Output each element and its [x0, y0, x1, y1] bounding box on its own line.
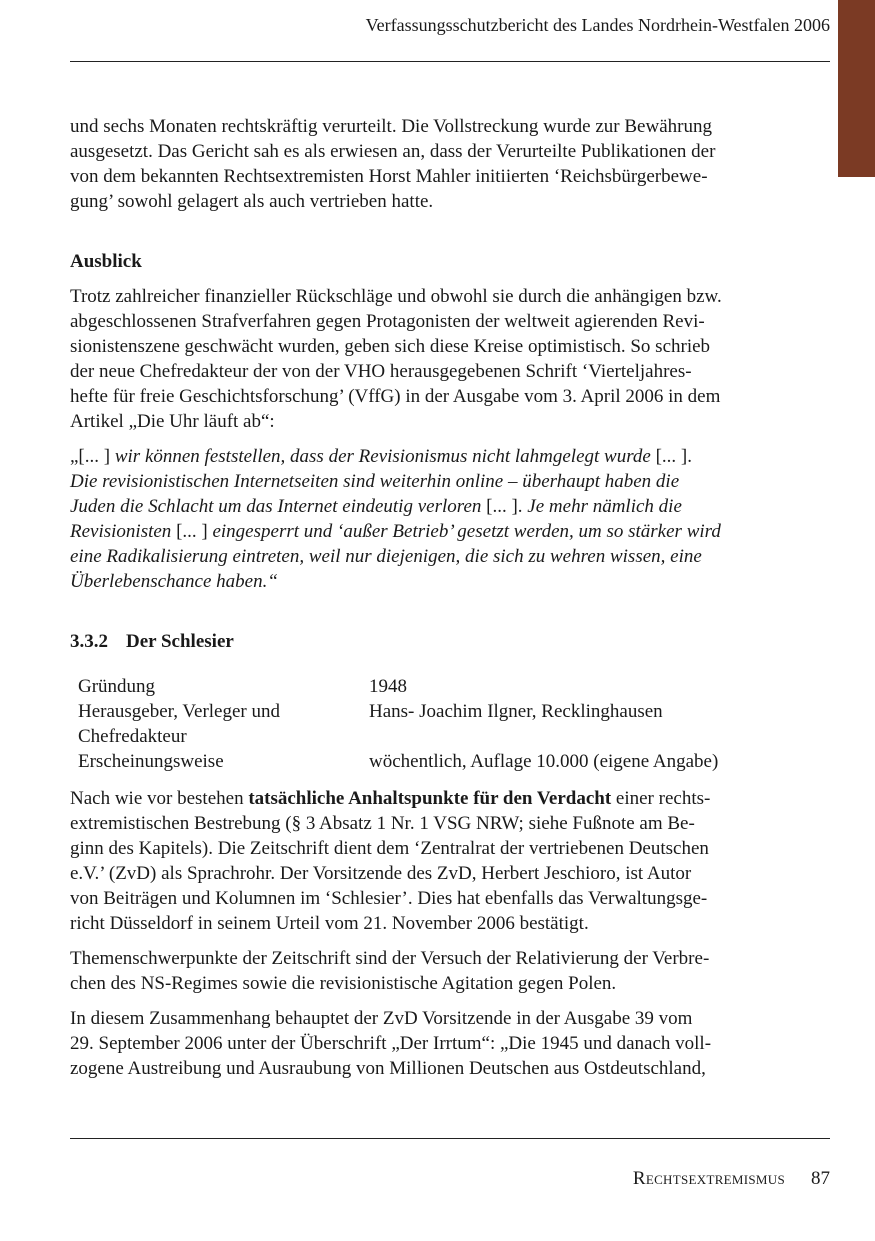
- footer-rule: [70, 1138, 830, 1139]
- header-rule: [70, 61, 830, 62]
- info-label: Gründung: [78, 676, 156, 697]
- section-number: 3.3.2: [70, 631, 108, 652]
- page-number: 87: [811, 1168, 830, 1189]
- footer-section: Rechtsextremismus: [632, 1168, 785, 1189]
- body-paragraph: In diesem Zusammenhang behauptet der ZvD Vorsitzende in der Ausgabe 39 vom 29. September 2006 unter der Überschrift „Der Irrtum“: „Die 1945 und danach voll- zogene Austreibung und Ausraubung von Millionen Deutschen aus Ostdeutschland,: [70, 1008, 712, 1079]
- chapter-tab-marker: [838, 0, 875, 177]
- body-paragraph: Nach wie vor bestehen tatsächliche Anhaltspunkte für den Verdacht einer rechts- extremistischen Bestrebung (§ 3 Absatz 1 Nr. 1 VSG NRW; siehe Fußnote am Be- ginn des Kapitels). Die Zeitschrift dient dem ‘Zentralrat der vertriebenen Deutschen e.V.’ (ZvD) als Sprachrohr. Der Vorsitzende des ZvD, Herbert Jeschioro, ist Autor von Beiträgen und Kolumnen im ‘Schlesier’. Dies hat ebenfalls das Verwaltungsge- richt Düsseldorf in seinem Urteil vom 21. November 2006 bestätigt.: [70, 788, 711, 934]
- ausblick-paragraph: Trotz zahlreicher finanzieller Rückschläge und obwohl sie durch die anhängigen bzw. abgeschlossenen Strafverfahren gegen Protagonisten der weltweit agierenden Revi- sionistenszene geschwächt wurden, geben sich diese Kreise optimistisch. So schrieb der neue Chefredakteur der von der VHO herausgegebenen Schrift ‘Vierteljahres- hefte für freie Geschichtsforschung’ (VffG) in der Ausgabe vom 3. April 2006 in dem Artikel „Die Uhr läuft ab“:: [70, 286, 722, 432]
- section-heading: [70, 629, 830, 654]
- section-title: Der Schlesier: [126, 631, 234, 652]
- info-value: Hans- Joachim Ilgner, Recklinghausen: [369, 701, 663, 722]
- info-value: wöchentlich, Auflage 10.000 (eigene Angabe): [369, 751, 719, 772]
- info-label: Herausgeber, Verleger und Chefredakteur: [78, 701, 280, 747]
- emphasis-text: tatsächliche Anhaltspunkte für den Verdacht: [248, 788, 612, 809]
- quote-line: Die revisionistischen Internetseiten sind weiterhin online – überhaupt haben die: [70, 471, 680, 492]
- info-value: 1948: [369, 676, 407, 697]
- running-footer: [70, 1168, 830, 1190]
- ausblick-heading: Ausblick: [70, 251, 142, 272]
- quote-line: Überlebenschance haben.“: [70, 571, 278, 592]
- intro-paragraph: und sechs Monaten rechtskräftig verurteilt. Die Vollstreckung wurde zur Bewährung ausgesetzt. Das Gericht sah es als erwiesen an, dass der Verurteilte Publikationen der von dem bekannten Rechtsextremisten Horst Mahler initiierten ‘Reichsbürgerbewe- gung’ sowohl gelagert als auch vertrieben hatte.: [70, 116, 716, 212]
- quote-line: „[... ] wir können feststellen, dass der Revisionismus nicht lahmgelegt wurde [... ].: [70, 446, 692, 467]
- info-label: Erscheinungsweise: [78, 751, 224, 772]
- body-paragraph: Themenschwerpunkte der Zeitschrift sind der Versuch der Relativierung der Verbre- chen des NS-Regimes sowie die revisionistische Agitation gegen Polen.: [70, 948, 710, 994]
- quote-line: eine Radikalisierung eintreten, weil nur diejenigen, die sich zu wehren wissen, eine: [70, 546, 702, 567]
- quote-line: Juden die Schlacht um das Internet eindeutig verloren [... ]. Je mehr nämlich die: [70, 496, 682, 517]
- page-content: [70, 114, 830, 1081]
- running-header: Verfassungsschutzbericht des Landes Nordrhein-Westfalen 2006: [365, 15, 830, 35]
- info-table: [78, 674, 830, 774]
- quote-block: [70, 444, 830, 594]
- quote-line: Revisionisten [... ] eingesperrt und ‘außer Betrieb’ gesetzt werden, um so stärker wird: [70, 521, 721, 542]
